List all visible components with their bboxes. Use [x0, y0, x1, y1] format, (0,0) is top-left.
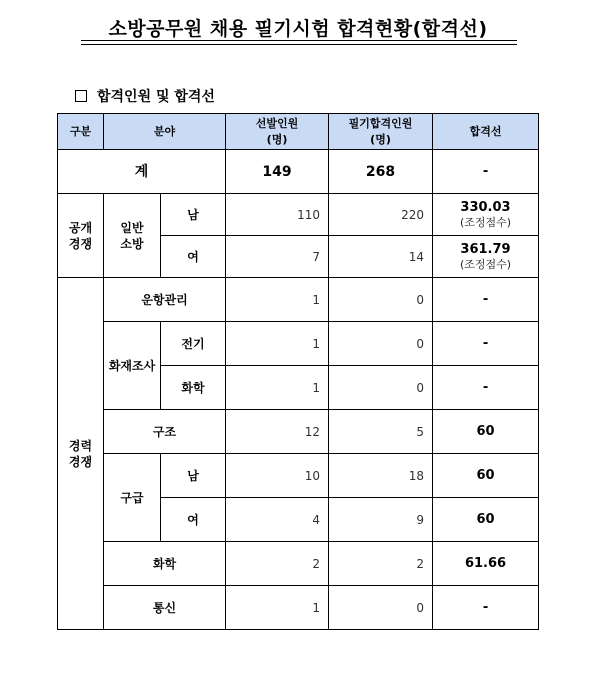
table-row	[58, 410, 539, 454]
table-row	[58, 278, 539, 322]
header-selected-line2: (명)	[266, 132, 288, 146]
header-selected	[226, 114, 329, 150]
table-row	[58, 586, 539, 630]
open-male-selected: 110	[226, 194, 329, 236]
career-category-line2: 경쟁	[68, 454, 93, 469]
career-category-line1: 경력	[68, 438, 93, 453]
ops-selected: 1	[226, 278, 329, 322]
ems-female-selected: 4	[226, 498, 329, 542]
header-passed-line1: 필기합격인원	[348, 116, 413, 130]
header-cutoff: 합격선	[433, 114, 539, 150]
fire-investigation-chem-selected: 1	[226, 366, 329, 410]
open-male-cutoff-value: 330.03	[460, 199, 511, 215]
header-passed-line2: (명)	[370, 132, 391, 146]
rescue-label: 구조	[104, 410, 226, 454]
ems-female-cutoff: 60	[433, 498, 539, 542]
open-category-line2: 경쟁	[68, 236, 93, 251]
open-male-passed: 220	[329, 194, 433, 236]
ops-passed: 0	[329, 278, 433, 322]
open-female-passed: 14	[329, 236, 433, 278]
total-row	[58, 150, 539, 194]
results-table	[57, 113, 539, 630]
ems-male-cutoff: 60	[433, 454, 539, 498]
section-heading-text: 합격인원 및 합격선	[97, 89, 215, 105]
comms-passed: 0	[329, 586, 433, 630]
open-female-selected: 7	[226, 236, 329, 278]
general-fire-field	[104, 194, 161, 278]
header-passed	[329, 114, 433, 150]
header-selected-line1: 선발인원	[255, 116, 299, 130]
fire-investigation-chem-passed: 0	[329, 366, 433, 410]
open-male-cutoff-note: (조정점수)	[459, 215, 512, 229]
title-underline-second	[81, 44, 517, 45]
total-selected: 149	[226, 150, 329, 194]
chemistry-cutoff: 61.66	[433, 542, 539, 586]
rescue-selected: 12	[226, 410, 329, 454]
ems-male-label: 남	[161, 454, 226, 498]
open-female-cutoff-value: 361.79	[460, 241, 511, 257]
table-row	[58, 322, 539, 366]
ops-label: 운항관리	[104, 278, 226, 322]
ems-female-passed: 9	[329, 498, 433, 542]
fire-investigation-electric-label: 전기	[161, 322, 226, 366]
checkbox-square-icon	[75, 90, 87, 102]
table-row	[58, 194, 539, 236]
open-female-cutoff	[433, 236, 539, 278]
comms-label: 통신	[104, 586, 226, 630]
header-row	[58, 114, 539, 150]
total-cutoff: -	[433, 150, 539, 194]
fire-investigation-electric-passed: 0	[329, 322, 433, 366]
open-category-line1: 공개	[68, 220, 93, 235]
fire-investigation-chem-label: 화학	[161, 366, 226, 410]
career-competition-category	[58, 278, 104, 630]
fire-investigation-chem-cutoff: -	[433, 366, 539, 410]
comms-selected: 1	[226, 586, 329, 630]
open-field-line1: 일반	[120, 220, 144, 235]
chemistry-passed: 2	[329, 542, 433, 586]
section-heading	[75, 86, 215, 106]
document-title: 소방공무원 채용 필기시험 합격현황(합격선)	[108, 18, 488, 40]
total-passed: 268	[329, 150, 433, 194]
ops-cutoff: -	[433, 278, 539, 322]
header-field: 분야	[104, 114, 226, 150]
rescue-passed: 5	[329, 410, 433, 454]
header-category: 구분	[58, 114, 104, 150]
ems-male-passed: 18	[329, 454, 433, 498]
fire-investigation-label: 화재조사	[104, 322, 161, 410]
open-field-line2: 소방	[120, 236, 144, 251]
open-competition-category	[58, 194, 104, 278]
rescue-cutoff: 60	[433, 410, 539, 454]
ems-male-selected: 10	[226, 454, 329, 498]
open-male-label: 남	[161, 194, 226, 236]
open-male-cutoff	[433, 194, 539, 236]
total-label: 계	[58, 150, 226, 194]
fire-investigation-electric-cutoff: -	[433, 322, 539, 366]
open-female-cutoff-note: (조정점수)	[459, 257, 512, 271]
ems-label: 구급	[104, 454, 161, 542]
title-underline	[81, 40, 517, 41]
chemistry-selected: 2	[226, 542, 329, 586]
table-row	[58, 454, 539, 498]
chemistry-label: 화학	[104, 542, 226, 586]
ems-female-label: 여	[161, 498, 226, 542]
comms-cutoff: -	[433, 586, 539, 630]
table-row	[58, 542, 539, 586]
open-female-label: 여	[161, 236, 226, 278]
fire-investigation-electric-selected: 1	[226, 322, 329, 366]
